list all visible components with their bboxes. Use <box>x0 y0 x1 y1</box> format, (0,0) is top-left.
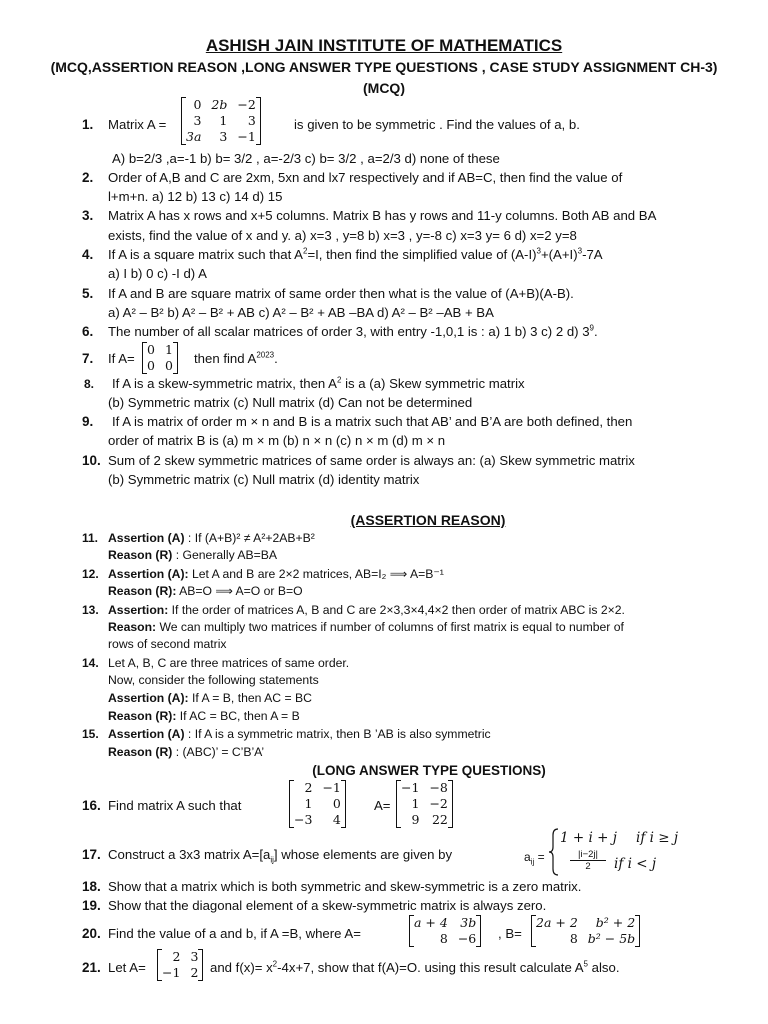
matrix-cell: −1 <box>322 780 341 795</box>
q16-a-equals: A= <box>374 798 391 813</box>
question-number: 21. <box>82 960 101 975</box>
matrix-cell: 0 <box>193 97 202 112</box>
question-number: 17. <box>82 847 101 862</box>
matrix-cell: 0 <box>332 796 341 811</box>
q8-line1: If A is a skew-symmetric matrix, then $A^2$ is a (a) Skew symmetric matrix <box>112 375 525 391</box>
q1-prefix: Matrix A = <box>108 117 167 132</box>
matrix-cell: 1 <box>164 342 173 357</box>
matrix-cell: 3b <box>460 915 477 930</box>
q13-assertion: Assertion: If the order of matrices A, B and C are 2×3,3×4,4×2 then order of matrix ABC is 2×2. <box>108 603 625 617</box>
matrix-b-q20-grid <box>531 915 640 947</box>
matrix-cell: −1 <box>162 965 181 980</box>
matrix-a-q21 <box>157 949 203 981</box>
q14-line1: Let A, B, C are three matrices of same order. <box>108 656 350 670</box>
matrix-a-q21-grid <box>157 949 203 981</box>
matrix-cell: b² + 2 <box>595 915 636 930</box>
matrix-cell: 3 <box>247 113 256 128</box>
curly-brace-icon <box>548 827 560 877</box>
question-number: 19. <box>82 898 101 913</box>
q7-prefix: If A= <box>108 351 135 366</box>
mcq-heading: (MCQ) <box>363 80 405 96</box>
matrix-cell: 3 <box>190 949 199 964</box>
q12-reason: Reason (R): AB=O ⟹ A=O or B=O <box>108 584 303 598</box>
matrix-cell: −1 <box>237 129 256 144</box>
q11-assertion: Assertion (A) : If (A+B)² ≠ A²+2AB+B² <box>108 531 315 545</box>
matrix-cell: 1 <box>219 113 228 128</box>
matrix-cell: −1 <box>401 780 420 795</box>
question-number: 12. <box>82 567 99 581</box>
question-number: 15. <box>82 727 99 741</box>
matrix-cell: 2b <box>211 97 228 112</box>
matrix-right-q16-grid <box>396 780 453 828</box>
q19-text: Show that the diagonal element of a skew-symmetric matrix is always zero. <box>108 898 547 913</box>
matrix-cell: −2 <box>237 97 256 112</box>
q2-line1: Order of A,B and C are 2xm, 5xn and lx7 respectively and if AB=C, then find the value of <box>108 170 623 185</box>
q9-line1: If A is matrix of order m × n and B is a matrix such that AB’ and B’A are both defined, then <box>112 414 633 429</box>
matrix-cell: a + 4 <box>414 915 448 930</box>
assertion-reason-heading: (ASSERTION REASON) <box>350 512 506 528</box>
matrix-cell: 2 <box>304 780 313 795</box>
matrix-cell: b² − 5b <box>587 931 636 946</box>
matrix-cell: 0 <box>147 342 155 357</box>
question-number: 2. <box>82 170 94 185</box>
matrix-a-q20 <box>409 915 481 947</box>
q4-line1: If A is a square matrix such that $A^2=I$, then find the simplified value of $(A-I)^3+(A+I)^3-7A$ <box>108 246 603 262</box>
matrix-a-q20-grid <box>409 915 481 947</box>
matrix-cell: 22 <box>431 812 448 827</box>
q7-suffix: then find $A^{2023}$. <box>194 350 278 366</box>
q11-reason: Reason (R) : Generally AB=BA <box>108 548 278 562</box>
question-number: 10. <box>82 453 101 468</box>
matrix-cell: −3 <box>294 812 313 827</box>
q13-reason: Reason: We can multiply two matrices if number of columns of first matrix is equal to number of <box>108 620 624 634</box>
matrix-right-q16 <box>396 780 453 828</box>
matrix-left-q16-grid <box>289 780 346 828</box>
q14-reason: Reason (R): If AC = BC, then A = B <box>108 709 300 723</box>
matrix-b-q20 <box>531 915 640 947</box>
question-number: 14. <box>82 656 99 670</box>
matrix-cell: 3 <box>193 113 202 128</box>
q15-reason: Reason (R) : (ABC)’ = C’B’A’ <box>108 745 265 759</box>
matrix-left-q16 <box>289 780 346 828</box>
q21-prefix: Let A= <box>108 960 146 975</box>
q21-text: and $f(x)= x^2-4x+7$, show that f(A)=O. using this result calculate $A^5$ also. <box>210 959 620 975</box>
q14-line2: Now, consider the following statements <box>108 673 319 687</box>
q9-line2: order of matrix B is (a) m × m (b) n × n (c) n × m (d) m × n <box>108 433 446 448</box>
matrix-cell: 3a <box>186 129 202 144</box>
q16-text: Find matrix A such that <box>108 798 242 813</box>
question-number: 1. <box>82 117 94 132</box>
matrix-cell: −6 <box>457 931 477 946</box>
q5-line1: If A and B are square matrix of same order then what is the value of (A+B)(A-B). <box>108 286 574 301</box>
matrix-cell: 9 <box>411 812 420 827</box>
institute-title: ASHISH JAIN INSTITUTE OF MATHEMATICS <box>205 36 563 55</box>
q14-assertion: Assertion (A): If A = B, then AC = BC <box>108 691 312 705</box>
matrix-cell: 2 <box>190 965 199 980</box>
question-number: 9. <box>82 414 94 429</box>
matrix-cell: 1 <box>304 796 313 811</box>
matrix-cell: 0 <box>147 358 155 373</box>
matrix-cell: 0 <box>164 358 173 373</box>
question-number: 3. <box>82 208 94 223</box>
q6-line1: The number of all scalar matrices of order 3, with entry -1,0,1 is : a) 1 b) 3 c) 2 d) $3^9$. <box>108 323 598 339</box>
matrix-cell: −8 <box>429 780 448 795</box>
question-number: 8. <box>84 377 95 391</box>
q8-line2: (b) Symmetric matrix (c) Null matrix (d) Can not be determined <box>108 395 473 410</box>
matrix-cell: 1 <box>411 796 420 811</box>
matrix-cell: 2 <box>172 949 181 964</box>
matrix-a-q1 <box>181 97 261 145</box>
long-answer-heading: (LONG ANSWER TYPE QUESTIONS) <box>312 763 546 778</box>
question-number: 11. <box>82 531 99 545</box>
question-number: 13. <box>82 603 99 617</box>
matrix-cell: 8 <box>569 931 578 946</box>
matrix-cell: 2a + 2 <box>536 915 578 930</box>
q17-case2-fraction: |i−2j| 2 <box>570 849 606 872</box>
q5-options: a) A² – B² b) A² – B² + AB c) A² – B² + AB –BA d) A² – B² –AB + BA <box>108 305 494 320</box>
q17-text: Construct a 3x3 matrix $A=[a_{ij}]$ whose elements are given by <box>108 847 453 865</box>
q18-text: Show that a matrix which is both symmetric and skew-symmetric is a zero matrix. <box>108 879 582 894</box>
q1-options: A) b=2/3 ,a=-1 b) b= 3/2 , a=-2/3 c) b= 3/2 , a=2/3 d) none of these <box>112 151 500 166</box>
q4-options: a) I b) 0 c) -I d) A <box>108 266 207 281</box>
q17-aij: $a_{ij}$ = <box>524 850 545 867</box>
question-number: 16. <box>82 798 101 813</box>
question-number: 7. <box>82 351 94 366</box>
q12-assertion: Assertion (A): Let A and B are 2×2 matrices, AB=I₂ ⟹ A=B⁻¹ <box>108 567 444 581</box>
q13-reason-cont: rows of second matrix <box>108 637 227 651</box>
question-number: 4. <box>82 247 94 262</box>
q1-suffix: is given to be symmetric . Find the values of a, b. <box>294 117 580 132</box>
q20-text: Find the value of a and b, if A =B, where A= <box>108 926 361 941</box>
q2-line2: l+m+n. a) 12 b) 13 c) 14 d) 15 <box>108 189 283 204</box>
q17-cond2: if i < j <box>614 856 657 872</box>
question-number: 5. <box>82 286 94 301</box>
matrix-a-q1-grid <box>181 97 261 145</box>
matrix-cell: −2 <box>429 796 448 811</box>
matrix-a-q7 <box>142 342 178 374</box>
assignment-subtitle: (MCQ,ASSERTION REASON ,LONG ANSWER TYPE QUESTIONS , CASE STUDY ASSIGNMENT CH-3) <box>50 59 718 75</box>
q3-line2: exists, find the value of x and y. a) x=3 , y=8 b) x=3 , y=-8 c) x=3 y= 6 d) x=2 y=8 <box>108 228 577 243</box>
matrix-cell: 3 <box>219 129 228 144</box>
question-1-text <box>108 116 166 134</box>
q15-assertion: Assertion (A) : If A is a symmetric matrix, then B ’AB is also symmetric <box>108 727 491 741</box>
question-number: 18. <box>82 879 101 894</box>
q17-cond1: if i ≥ j <box>636 830 679 846</box>
question-number: 20. <box>82 926 101 941</box>
matrix-cell: 8 <box>439 931 448 946</box>
matrix-cell: 4 <box>332 812 341 827</box>
question-number: 6. <box>82 324 94 339</box>
q10-line1: Sum of 2 skew symmetric matrices of same order is always an: (a) Skew symmetric matrix <box>108 453 635 468</box>
q3-line1: Matrix A has x rows and x+5 columns. Matrix B has y rows and 11-y columns. Both AB and BA <box>108 208 657 223</box>
q10-line2: (b) Symmetric matrix (c) Null matrix (d) identity matrix <box>108 472 420 487</box>
q17-case1: 1 + i + j <box>560 830 617 846</box>
q20-b-equals: , B= <box>498 926 522 941</box>
